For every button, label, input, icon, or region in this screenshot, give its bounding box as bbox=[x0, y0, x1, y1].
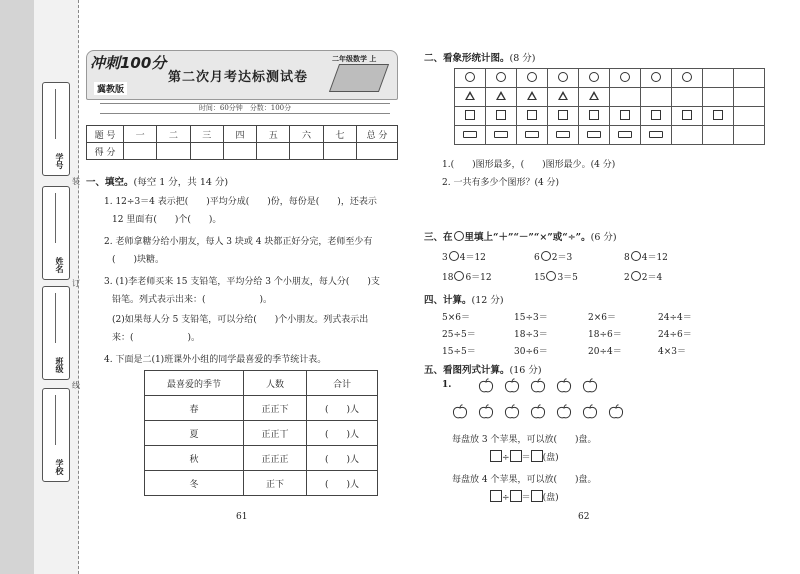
score-input-cell[interactable] bbox=[290, 143, 323, 160]
season-header-cell: 最喜爱的季节 bbox=[145, 371, 244, 396]
operator-blank-circle[interactable] bbox=[449, 251, 459, 261]
season-table bbox=[144, 370, 378, 496]
shape-cell bbox=[455, 88, 486, 107]
s5-equation2 bbox=[490, 490, 559, 503]
answer-box[interactable] bbox=[531, 450, 543, 462]
operand: 8 bbox=[624, 253, 630, 263]
operator-blank-circle[interactable] bbox=[541, 251, 551, 261]
triangle-icon bbox=[496, 91, 506, 100]
season-header-cell: 人数 bbox=[244, 371, 307, 396]
rectangle-icon bbox=[587, 131, 601, 138]
q3-line1: 3. (1)李老师买来 15 支铅笔，平均分给 3 个小朋友，每人分( )支 bbox=[104, 277, 380, 287]
season-total-blank[interactable]: ( )人 bbox=[307, 396, 378, 421]
circle-operator-icon bbox=[454, 231, 464, 241]
triangle-icon bbox=[558, 91, 568, 100]
shape-cell bbox=[579, 69, 610, 88]
section3-title-b: 里填上“＋”“－”“×”或“÷”。 bbox=[464, 232, 591, 243]
grade-label: 二年级数学 上 bbox=[332, 54, 377, 63]
shape-cell bbox=[455, 69, 486, 88]
calc-problem: 4×3＝ bbox=[658, 347, 686, 357]
operator-blank-circle[interactable] bbox=[454, 271, 464, 281]
apple-icon bbox=[504, 378, 520, 393]
calc-problem: 20÷4＝ bbox=[588, 347, 622, 357]
season-tally: 正下 bbox=[244, 471, 307, 496]
section2-points: (8 分) bbox=[509, 53, 536, 64]
operand: 15 bbox=[534, 273, 546, 283]
operator-blank-circle[interactable] bbox=[631, 251, 641, 261]
apple-icon bbox=[452, 404, 468, 419]
season-total-blank[interactable]: ( )人 bbox=[307, 421, 378, 446]
operator-problem bbox=[624, 250, 668, 263]
operand-result: 3＝5 bbox=[557, 273, 578, 283]
score-header-cell: 三 bbox=[190, 126, 223, 143]
q3-line4: 来：( )。 bbox=[112, 333, 201, 343]
circle-icon bbox=[527, 72, 537, 82]
operator-problem bbox=[442, 250, 486, 263]
operand-result: 4＝12 bbox=[459, 253, 486, 263]
season-name: 春 bbox=[145, 396, 244, 421]
shape-cell bbox=[548, 107, 579, 126]
shape-cell bbox=[579, 107, 610, 126]
season-header-row bbox=[145, 371, 378, 396]
answer-box[interactable] bbox=[510, 450, 522, 462]
circle-icon bbox=[682, 72, 692, 82]
circle-icon bbox=[589, 72, 599, 82]
score-header-cell: 六 bbox=[290, 126, 323, 143]
section5-heading bbox=[424, 362, 542, 376]
shape-cell bbox=[486, 69, 517, 88]
operand: 2 bbox=[624, 273, 630, 283]
section5-title: 五、看图列式计算。 bbox=[424, 365, 510, 376]
shape-cell bbox=[517, 69, 548, 88]
season-name: 夏 bbox=[145, 421, 244, 446]
equals-sign: ＝ bbox=[521, 453, 531, 463]
calc-problem: 5×6＝ bbox=[442, 313, 470, 323]
score-header-cell: 二 bbox=[157, 126, 190, 143]
shape-cell bbox=[517, 107, 548, 126]
score-header-cell: 五 bbox=[257, 126, 290, 143]
score-row-label: 得 分 bbox=[87, 143, 124, 160]
square-icon bbox=[496, 110, 506, 120]
cut-char-xian: 线 bbox=[72, 381, 80, 390]
divide-sign: ÷ bbox=[502, 493, 510, 503]
shape-cell bbox=[486, 126, 517, 145]
school-label: 学校 bbox=[55, 459, 65, 475]
operand: 18 bbox=[442, 273, 454, 283]
cut-char-ding: 订 bbox=[72, 279, 80, 288]
s5-line2: 每盘放 4 个苹果，可以放( )盘。 bbox=[452, 475, 597, 485]
circle-icon bbox=[465, 72, 475, 82]
apple-icon bbox=[582, 404, 598, 419]
operator-problem bbox=[534, 250, 572, 263]
score-input-cell[interactable] bbox=[124, 143, 157, 160]
score-header-cell: 题 号 bbox=[87, 126, 124, 143]
score-table bbox=[86, 125, 398, 160]
shape-cell bbox=[517, 126, 548, 145]
score-input-cell[interactable] bbox=[357, 143, 398, 160]
shape-cell bbox=[579, 126, 610, 145]
season-row bbox=[145, 446, 378, 471]
square-icon bbox=[589, 110, 599, 120]
rectangle-icon bbox=[463, 131, 477, 138]
shape-row-square bbox=[455, 107, 765, 126]
operand-result: 4＝12 bbox=[641, 253, 668, 263]
calc-problem: 24÷4＝ bbox=[658, 313, 692, 323]
apple-icon bbox=[478, 404, 494, 419]
page-number-right: 62 bbox=[578, 512, 590, 522]
student-id-field[interactable] bbox=[42, 82, 70, 176]
shape-cell bbox=[703, 88, 734, 107]
shape-cell bbox=[672, 88, 703, 107]
circle-icon bbox=[620, 72, 630, 82]
apple-icon bbox=[556, 404, 572, 419]
score-input-cell[interactable] bbox=[157, 143, 190, 160]
season-name: 秋 bbox=[145, 446, 244, 471]
brand-logo: 冲刺100分 bbox=[90, 54, 167, 72]
apple-icon bbox=[608, 404, 624, 419]
score-header-cell: 总 分 bbox=[357, 126, 398, 143]
apple-icon bbox=[530, 378, 546, 393]
score-header-cell: 一 bbox=[124, 126, 157, 143]
rectangle-icon bbox=[618, 131, 632, 138]
name-label: 姓名 bbox=[55, 257, 65, 273]
shape-row-rectangle bbox=[455, 126, 765, 145]
answer-box[interactable] bbox=[490, 490, 502, 502]
shape-cell bbox=[703, 126, 734, 145]
edition-badge: 冀教版 bbox=[94, 82, 127, 95]
operator-problem bbox=[624, 270, 662, 283]
binding-strip-dark bbox=[0, 0, 34, 574]
operator-blank-circle[interactable] bbox=[546, 271, 556, 281]
shape-cell bbox=[610, 69, 641, 88]
section1-heading bbox=[86, 174, 228, 188]
section2-heading bbox=[424, 50, 536, 64]
tablet-illustration-icon bbox=[329, 64, 389, 92]
circle-icon bbox=[496, 72, 506, 82]
score-input-cell[interactable] bbox=[257, 143, 290, 160]
apple-icon bbox=[556, 378, 572, 393]
calc-problem: 2×6＝ bbox=[588, 313, 616, 323]
student-id-label: 学号 bbox=[55, 153, 65, 169]
shape-row-circle bbox=[455, 69, 765, 88]
answer-box[interactable] bbox=[510, 490, 522, 502]
shape-cell bbox=[672, 107, 703, 126]
operand-result: 2＝3 bbox=[551, 253, 573, 263]
equals-sign: ＝ bbox=[521, 493, 531, 503]
shape-cell bbox=[672, 126, 703, 145]
time-score-line: 时间：60分钟 分数：100分 bbox=[100, 103, 390, 114]
score-input-cell[interactable] bbox=[190, 143, 223, 160]
school-field[interactable] bbox=[42, 388, 70, 482]
operator-problem bbox=[534, 270, 578, 283]
operand: 3 bbox=[442, 253, 448, 263]
square-icon bbox=[558, 110, 568, 120]
score-input-cell[interactable] bbox=[223, 143, 256, 160]
calc-problem: 18÷3＝ bbox=[514, 330, 548, 340]
triangle-icon bbox=[527, 91, 537, 100]
shape-cell bbox=[548, 88, 579, 107]
divide-sign: ÷ bbox=[502, 453, 510, 463]
shape-cell bbox=[610, 88, 641, 107]
section5-points: (16 分) bbox=[509, 365, 542, 376]
shape-cell bbox=[672, 69, 703, 88]
square-icon bbox=[527, 110, 537, 120]
square-icon bbox=[620, 110, 630, 120]
shape-cell bbox=[579, 88, 610, 107]
season-row bbox=[145, 396, 378, 421]
square-icon bbox=[465, 110, 475, 120]
shape-cell bbox=[455, 126, 486, 145]
shape-cell bbox=[641, 69, 672, 88]
s2-q1: 1.( )图形最多，( )图形最少。(4 分) bbox=[442, 160, 616, 170]
apple-icon bbox=[530, 404, 546, 419]
shape-cell bbox=[610, 107, 641, 126]
operator-problem bbox=[442, 270, 492, 283]
rectangle-icon bbox=[494, 131, 508, 138]
section4-title: 四、计算。 bbox=[424, 295, 472, 306]
q2-line1: 2. 老师拿糖分给小朋友，每人 3 块或 4 块都正好分完，老师至少有 bbox=[104, 237, 373, 247]
operand-result: 6＝12 bbox=[465, 273, 492, 283]
season-row bbox=[145, 471, 378, 496]
page-title: 第二次月考达标测试卷 bbox=[168, 70, 309, 85]
score-table-score-row bbox=[87, 143, 398, 160]
season-tally: 正正正 bbox=[244, 446, 307, 471]
calc-problem: 25÷5＝ bbox=[442, 330, 476, 340]
shape-pictograph bbox=[454, 68, 765, 145]
section1-points: (每空 1 分，共 14 分) bbox=[133, 177, 229, 188]
calc-problem: 24÷6＝ bbox=[658, 330, 692, 340]
q3-line2: 铅笔。列式表示出来：( )。 bbox=[112, 295, 273, 305]
s5-q1-number: 1. bbox=[442, 380, 452, 390]
rectangle-icon bbox=[556, 131, 570, 138]
shape-cell bbox=[455, 107, 486, 126]
s5-equation1 bbox=[490, 450, 559, 463]
circle-icon bbox=[558, 72, 568, 82]
calc-problem: 15÷3＝ bbox=[514, 313, 548, 323]
season-tally: 正正丅 bbox=[244, 421, 307, 446]
section1-title: 一、填空。 bbox=[86, 177, 134, 188]
section2-title: 二、看象形统计图。 bbox=[424, 53, 510, 64]
section3-title-a: 三、在 bbox=[424, 232, 453, 243]
season-row bbox=[145, 421, 378, 446]
triangle-icon bbox=[465, 91, 475, 100]
shape-cell bbox=[734, 69, 765, 88]
shape-cell bbox=[734, 107, 765, 126]
season-total-blank[interactable]: ( )人 bbox=[307, 446, 378, 471]
calc-problem: 15÷5＝ bbox=[442, 347, 476, 357]
square-icon bbox=[651, 110, 661, 120]
apple-icon bbox=[478, 378, 494, 393]
shape-cell bbox=[517, 88, 548, 107]
unit-label: (盘) bbox=[542, 453, 559, 463]
section3-heading bbox=[424, 229, 617, 243]
season-name: 冬 bbox=[145, 471, 244, 496]
shape-cell bbox=[641, 107, 672, 126]
q4-intro: 4. 下面是二(1)班课外小组的同学最喜爱的季节统计表。 bbox=[104, 355, 327, 365]
rectangle-icon bbox=[649, 131, 663, 138]
answer-box[interactable] bbox=[490, 450, 502, 462]
rectangle-icon bbox=[525, 131, 539, 138]
season-total-blank[interactable]: ( )人 bbox=[307, 471, 378, 496]
class-field[interactable] bbox=[42, 286, 70, 380]
unit-label: (盘) bbox=[542, 493, 559, 503]
shape-cell bbox=[548, 126, 579, 145]
shape-cell bbox=[734, 88, 765, 107]
triangle-icon bbox=[589, 91, 599, 100]
class-label: 班级 bbox=[55, 357, 65, 373]
answer-box[interactable] bbox=[531, 490, 543, 502]
shape-cell bbox=[610, 126, 641, 145]
shape-cell bbox=[703, 69, 734, 88]
shape-cell bbox=[548, 69, 579, 88]
square-icon bbox=[713, 110, 723, 120]
cut-char-zhuang: 装 bbox=[72, 177, 80, 186]
s5-line1: 每盘放 3 个苹果，可以放( )盘。 bbox=[452, 435, 597, 445]
section4-points: (12 分) bbox=[471, 295, 504, 306]
circle-icon bbox=[651, 72, 661, 82]
score-header-cell: 七 bbox=[323, 126, 356, 143]
s2-q2: 2. 一共有多少个图形？(4 分) bbox=[442, 178, 560, 188]
q3-line3: (2)如果每人分 5 支铅笔，可以分给( )个小朋友。列式表示出 bbox=[112, 315, 369, 325]
shape-cell bbox=[641, 88, 672, 107]
section4-heading bbox=[424, 292, 504, 306]
page-number-left: 61 bbox=[236, 512, 248, 522]
apple-icon bbox=[582, 378, 598, 393]
operand-result: 2＝4 bbox=[641, 273, 663, 283]
operator-blank-circle[interactable] bbox=[631, 271, 641, 281]
operand: 6 bbox=[534, 253, 540, 263]
q1-line1: 1. 12÷3＝4 表示把( )平均分成( )份，每份是( )，还表示 bbox=[104, 197, 377, 207]
section3-points: (6 分) bbox=[590, 232, 617, 243]
apple-icon bbox=[504, 404, 520, 419]
shape-row-triangle bbox=[455, 88, 765, 107]
shape-cell bbox=[734, 126, 765, 145]
score-header-cell: 四 bbox=[223, 126, 256, 143]
shape-cell bbox=[703, 107, 734, 126]
season-header-cell: 合计 bbox=[307, 371, 378, 396]
shape-cell bbox=[486, 88, 517, 107]
q1-line2: 12 里面有( )个( )。 bbox=[112, 215, 222, 225]
calc-problem: 18÷6＝ bbox=[588, 330, 622, 340]
square-icon bbox=[682, 110, 692, 120]
score-table-header-row bbox=[87, 126, 398, 143]
season-tally: 正正下 bbox=[244, 396, 307, 421]
score-input-cell[interactable] bbox=[323, 143, 356, 160]
calc-problem: 30÷6＝ bbox=[514, 347, 548, 357]
shape-cell bbox=[486, 107, 517, 126]
q2-line2: ( )块糖。 bbox=[112, 255, 165, 265]
shape-cell bbox=[641, 126, 672, 145]
name-field[interactable] bbox=[42, 186, 70, 280]
